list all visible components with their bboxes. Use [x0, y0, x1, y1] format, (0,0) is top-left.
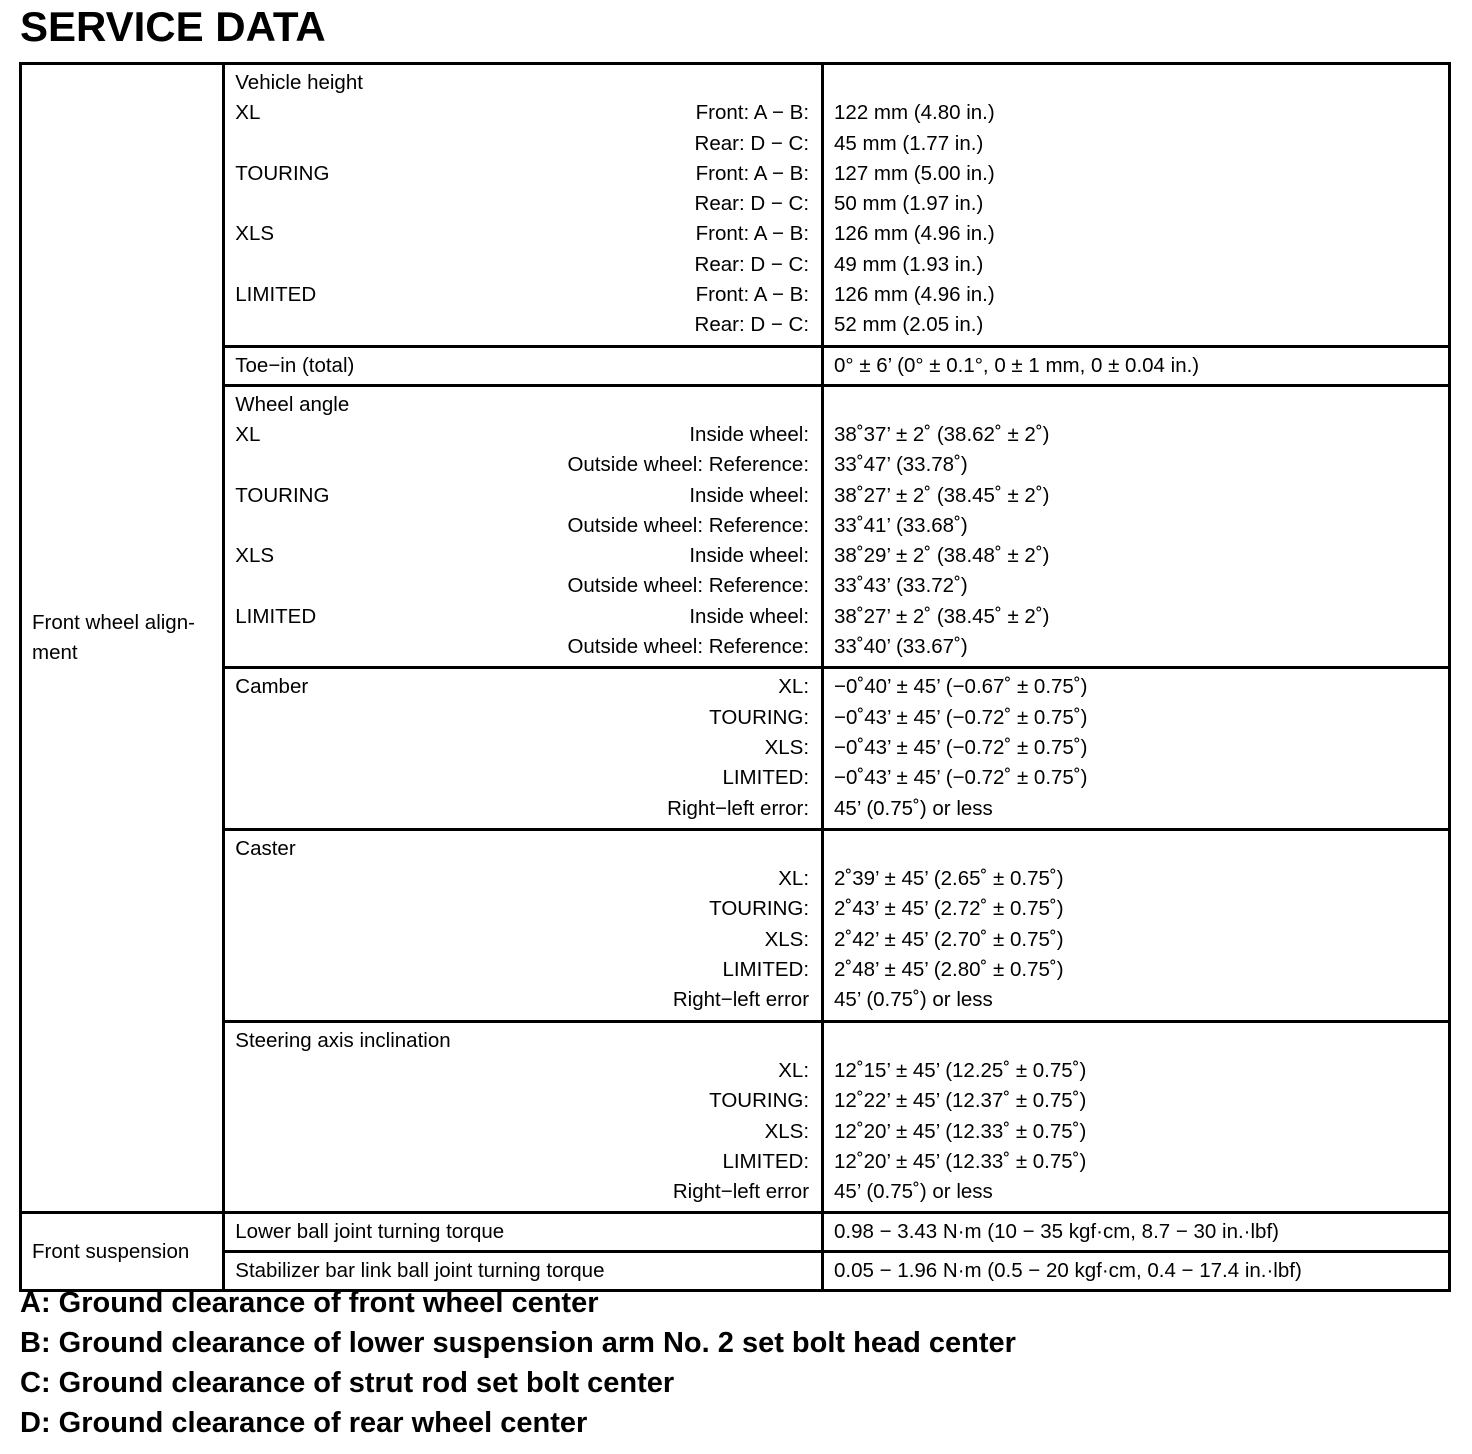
spec-value: 2˚43’ ± 45’ (2.72˚ ± 0.75˚): [834, 897, 1064, 921]
note-c: C: Ground clearance of strut rod set bolt center: [20, 1367, 675, 1399]
model-label: XLS: [235, 544, 275, 568]
model-label: LIMITED: [235, 283, 317, 307]
spec-heading: Caster: [235, 836, 296, 860]
position-label: XL:: [778, 867, 810, 891]
spec-value: −0˚43’ ± 45’ (−0.72˚ ± 0.75˚): [834, 735, 1088, 759]
spec-value: 12˚15’ ± 45’ (12.25˚ ± 0.75˚): [834, 1058, 1087, 1082]
spec-value-cell: [823, 829, 1450, 1021]
position-label: Rear: D − C:: [694, 313, 810, 337]
spec-value: 122 mm (4.80 in.): [834, 101, 995, 125]
service-data-table: [19, 62, 1451, 1292]
position-label: Outside wheel: Reference:: [567, 453, 810, 477]
spec-value: 38˚37’ ± 2˚ (38.62˚ ± 2˚): [834, 422, 1050, 446]
position-label: Rear: D − C:: [694, 131, 810, 155]
position-label: XLS:: [764, 1119, 810, 1143]
note-a: A: Ground clearance of front wheel center: [20, 1287, 599, 1319]
position-label: Right−left error:: [667, 796, 810, 820]
position-label: Rear: D − C:: [694, 252, 810, 276]
spec-heading: Camber: [235, 675, 309, 699]
table-row: [21, 829, 1450, 1021]
position-label: Inside wheel:: [689, 422, 810, 446]
position-label: Front: A − B:: [695, 161, 810, 185]
spec-value: 2˚42’ ± 45’ (2.70˚ ± 0.75˚): [834, 927, 1064, 951]
table-row: [21, 668, 1450, 829]
spec-value: 12˚20’ ± 45’ (12.33˚ ± 0.75˚): [834, 1149, 1087, 1173]
position-label: LIMITED:: [722, 1149, 810, 1173]
position-label: TOURING:: [709, 705, 810, 729]
spec-value-cell: [823, 668, 1450, 829]
position-label: XL:: [778, 675, 810, 699]
position-label: Right−left error: [672, 988, 810, 1012]
table-row: [21, 1213, 1450, 1252]
table-row: [21, 346, 1450, 385]
position-label: Outside wheel: Reference:: [567, 635, 810, 659]
model-label: XLS: [235, 222, 275, 246]
spec-value-cell: [823, 1021, 1450, 1213]
position-label: Inside wheel:: [689, 604, 810, 628]
model-label: LIMITED: [235, 604, 317, 628]
spec-value: 0° ± 6’ (0° ± 0.1°, 0 ± 1 mm, 0 ± 0.04 in.): [834, 353, 1200, 377]
position-label: XLS:: [764, 735, 810, 759]
position-label: Inside wheel:: [689, 483, 810, 507]
position-label: Front: A − B:: [695, 222, 810, 246]
spec-label-cell: [224, 1021, 823, 1213]
spec-value: 127 mm (5.00 in.): [834, 161, 995, 185]
model-label: TOURING: [235, 483, 330, 507]
table-row: [21, 64, 1450, 347]
spec-heading: Steering axis inclination: [235, 1028, 451, 1052]
position-label: XLS:: [764, 927, 810, 951]
spec-value-cell: [823, 385, 1450, 668]
spec-value: 45’ (0.75˚) or less: [834, 796, 993, 820]
position-label: Front: A − B:: [695, 283, 810, 307]
spec-label-cell: [224, 1213, 823, 1252]
spec-value-cell: [823, 64, 1450, 347]
spec-value: 45 mm (1.77 in.): [834, 131, 984, 155]
position-label: TOURING:: [709, 1089, 810, 1113]
position-label: TOURING:: [709, 897, 810, 921]
note-b: B: Ground clearance of lower suspension arm No. 2 set bolt head center: [20, 1327, 1016, 1359]
spec-value: 45’ (0.75˚) or less: [834, 1180, 993, 1204]
spec-value-cell: [823, 1213, 1450, 1252]
position-label: LIMITED:: [722, 958, 810, 982]
spec-value: 12˚22’ ± 45’ (12.37˚ ± 0.75˚): [834, 1089, 1087, 1113]
group-front-wheel-alignment: Front wheel align- ment: [21, 64, 224, 1213]
spec-value: 0.98 − 3.43 N·m (10 − 35 kgf·cm, 8.7 − 30 in.·lbf): [834, 1220, 1279, 1244]
spec-heading: Toe−in (total): [235, 353, 355, 377]
spec-value: 52 mm (2.05 in.): [834, 313, 984, 337]
spec-label-cell: [224, 385, 823, 668]
spec-value: 33˚47’ (33.78˚): [834, 453, 968, 477]
spec-value: −0˚40’ ± 45’ (−0.67˚ ± 0.75˚): [834, 675, 1088, 699]
spec-value: 2˚48’ ± 45’ (2.80˚ ± 0.75˚): [834, 958, 1064, 982]
spec-label-cell: [224, 64, 823, 347]
spec-value: 50 mm (1.97 in.): [834, 192, 984, 216]
spec-value: 45’ (0.75˚) or less: [834, 988, 993, 1012]
position-label: XL:: [778, 1058, 810, 1082]
spec-value: 33˚40’ (33.67˚): [834, 635, 968, 659]
spec-heading: Wheel angle: [235, 392, 350, 416]
spec-heading: Lower ball joint turning torque: [235, 1220, 505, 1244]
spec-value: 38˚29’ ± 2˚ (38.48˚ ± 2˚): [834, 544, 1050, 568]
spec-label-cell: [224, 668, 823, 829]
spec-value: 126 mm (4.96 in.): [834, 222, 995, 246]
note-d: D: Ground clearance of rear wheel center: [20, 1407, 588, 1439]
position-label: Inside wheel:: [689, 544, 810, 568]
spec-value-cell: [823, 346, 1450, 385]
spec-value: 33˚41’ (33.68˚): [834, 513, 968, 537]
spec-label-cell: [224, 346, 823, 385]
spec-value: 0.05 − 1.96 N·m (0.5 − 20 kgf·cm, 0.4 − 17.4 in.·lbf): [834, 1259, 1302, 1283]
spec-heading: Vehicle height: [235, 71, 363, 94]
spec-value: 33˚43’ (33.72˚): [834, 574, 968, 598]
position-label: Outside wheel: Reference:: [567, 574, 810, 598]
position-label: Rear: D − C:: [694, 192, 810, 216]
spec-heading: Stabilizer bar link ball joint turning torque: [235, 1259, 605, 1283]
spec-value: 2˚39’ ± 45’ (2.65˚ ± 0.75˚): [834, 867, 1064, 891]
spec-value: −0˚43’ ± 45’ (−0.72˚ ± 0.75˚): [834, 766, 1088, 790]
spec-value: 49 mm (1.93 in.): [834, 252, 984, 276]
spec-value: 12˚20’ ± 45’ (12.33˚ ± 0.75˚): [834, 1119, 1087, 1143]
legend-notes: [20, 1283, 1016, 1443]
model-label: TOURING: [235, 161, 330, 185]
model-label: XL: [235, 101, 261, 125]
spec-value: 126 mm (4.96 in.): [834, 283, 995, 307]
page-title: SERVICE DATA: [20, 3, 326, 50]
position-label: LIMITED:: [722, 766, 810, 790]
spec-value: −0˚43’ ± 45’ (−0.72˚ ± 0.75˚): [834, 705, 1088, 729]
group-front-suspension: Front suspension: [21, 1213, 224, 1291]
position-label: Right−left error: [672, 1180, 810, 1204]
spec-label-cell: [224, 829, 823, 1021]
spec-value: 38˚27’ ± 2˚ (38.45˚ ± 2˚): [834, 483, 1050, 507]
position-label: Front: A − B:: [695, 101, 810, 125]
spec-value: 38˚27’ ± 2˚ (38.45˚ ± 2˚): [834, 604, 1050, 628]
table-row: [21, 1021, 1450, 1213]
table-row: [21, 385, 1450, 668]
position-label: Outside wheel: Reference:: [567, 513, 810, 537]
model-label: XL: [235, 422, 261, 446]
